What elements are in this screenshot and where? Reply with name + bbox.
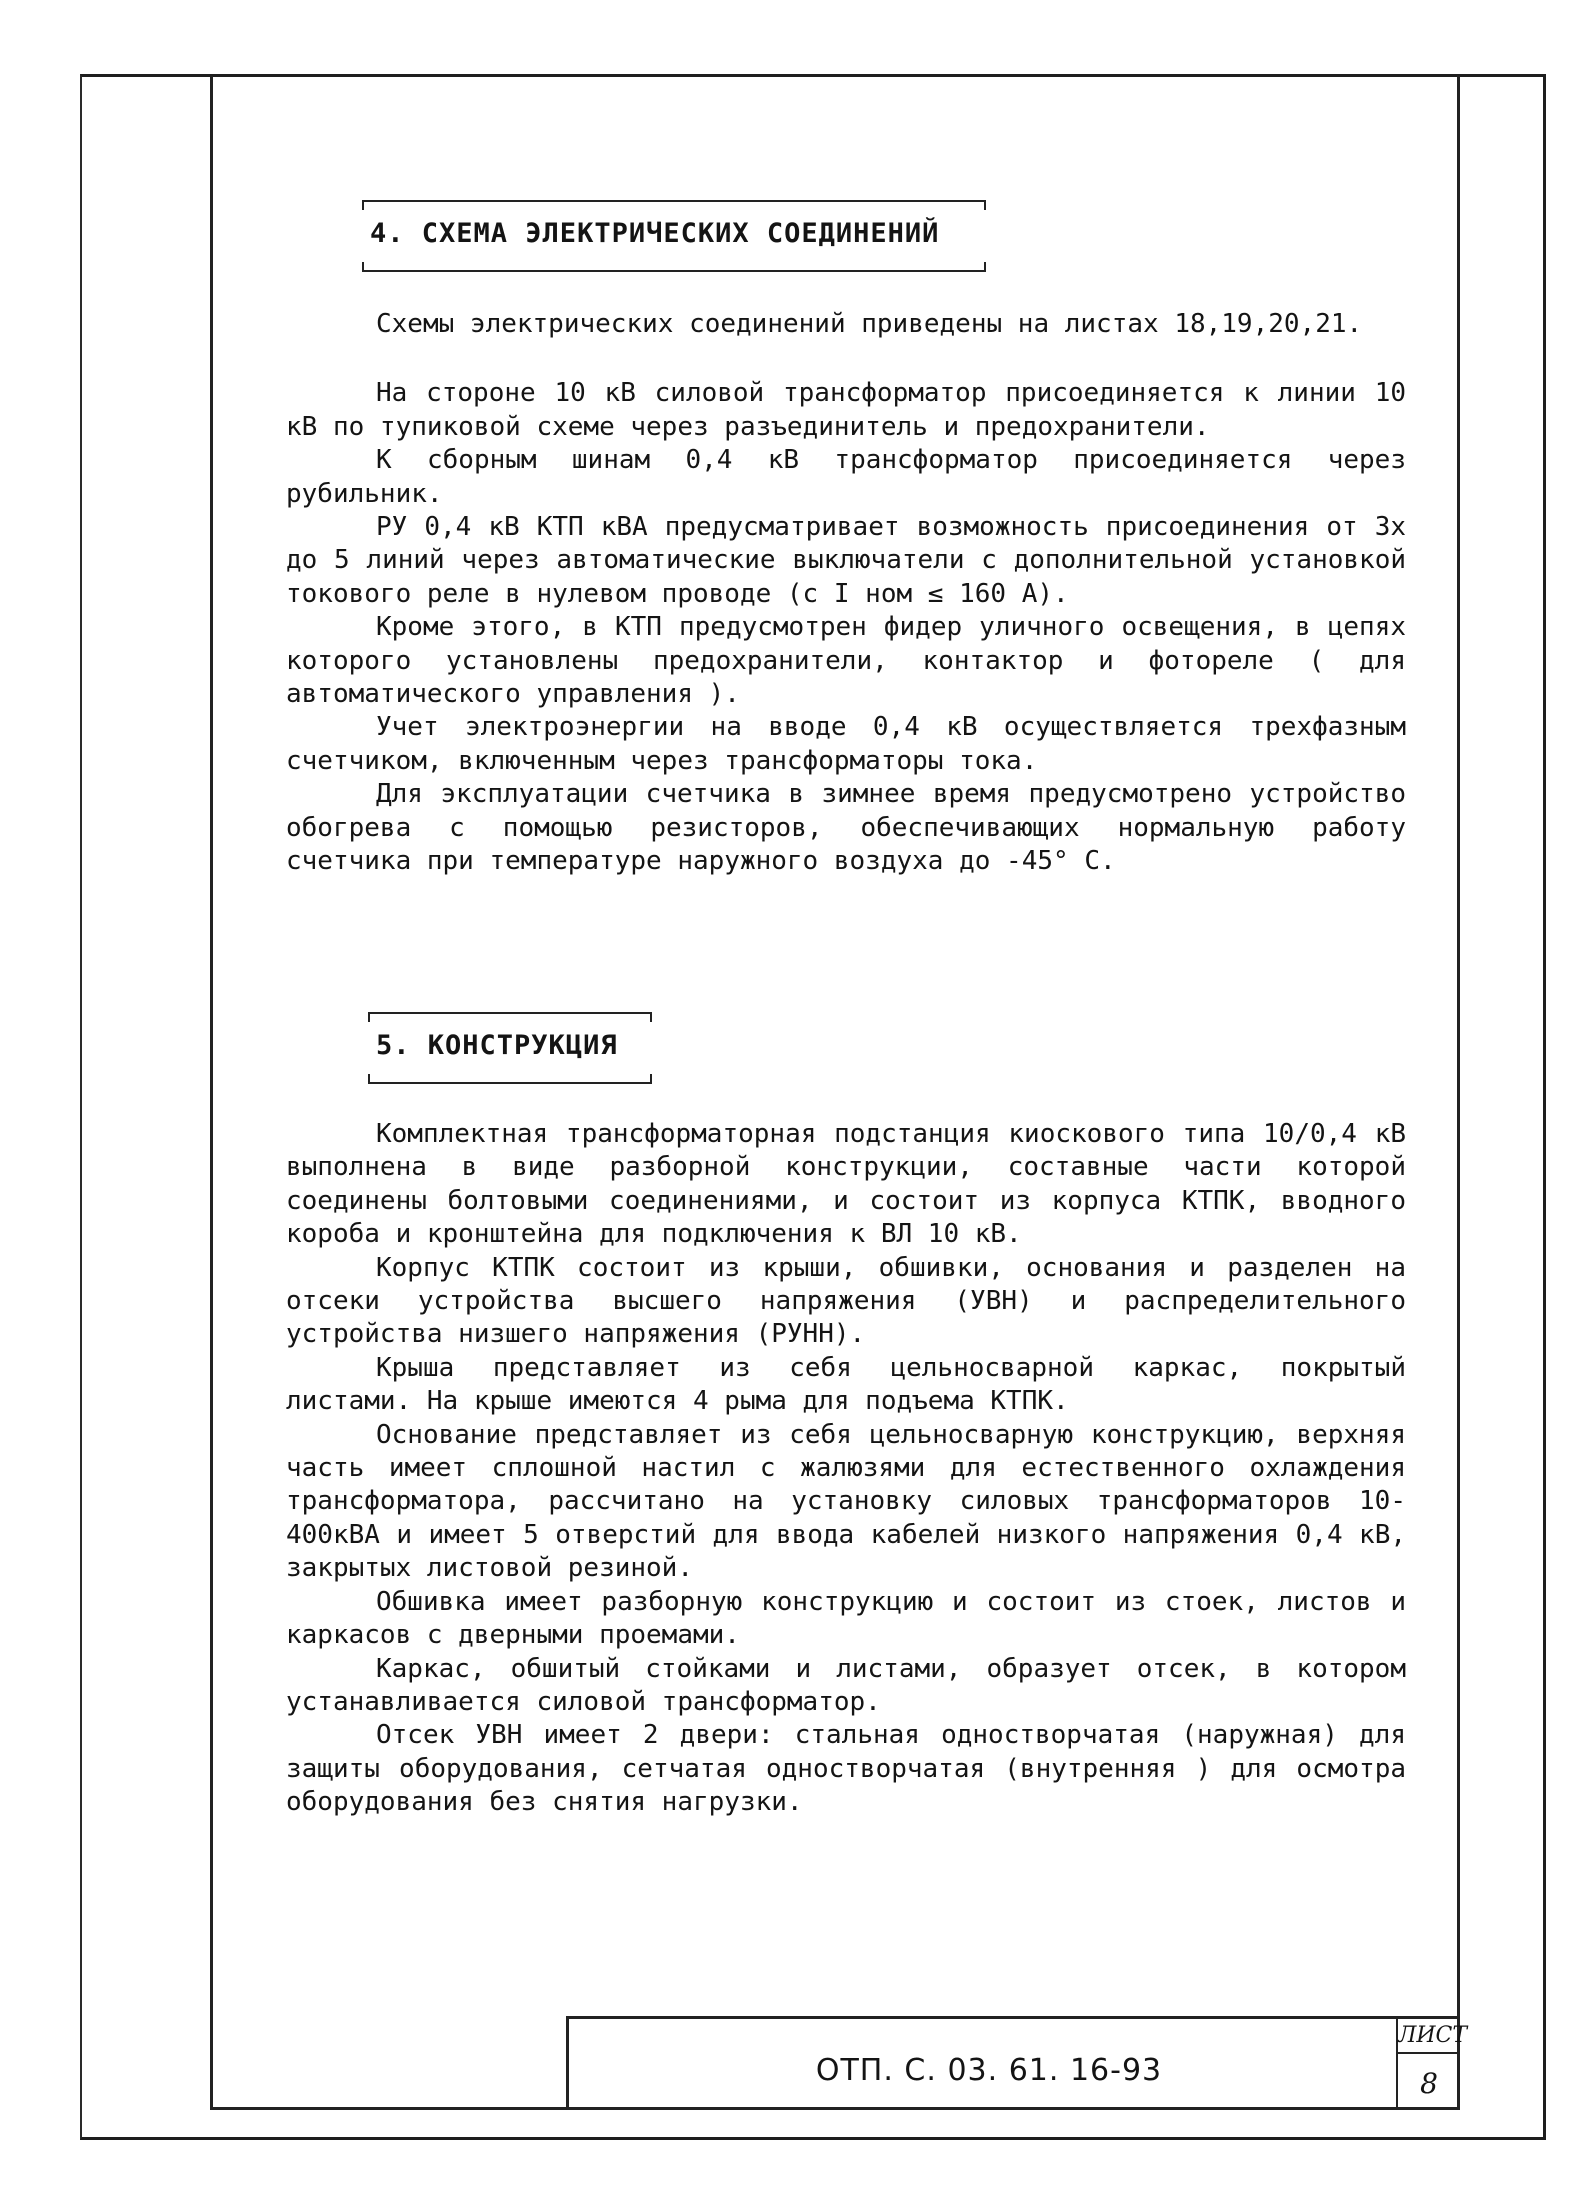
paragraph: Отсек УВН имеет 2 двери: стальная одностворчатая (наружная) для защиты оборудования, сетчатая одностворчатая (внутренняя ) для осмотра оборудования без снятия нагрузки. (286, 1720, 1406, 1818)
paragraph: Учет электроэнергии на вводе 0,4 кВ осуществляется трехфазным счетчиком, включенным через трансформаторы тока. (286, 712, 1406, 776)
paragraph: Каркас, обшитый стойками и листами, образует отсек, в котором устанавливается силовой трансформатор. (286, 1653, 1406, 1717)
paragraph: Для эксплуатации счетчика в зимнее время предусмотрено устройство обогрева с помощью резисторов, обеспечивающих нормальную работу счетчика при температуре наружного воздуха до -45° С. (286, 779, 1406, 877)
title-block (566, 2016, 1468, 2110)
section-4-heading (362, 200, 986, 272)
sheet-number: 8 (1420, 2067, 1438, 2100)
sheet-cell (1396, 2019, 1468, 2110)
section-4-body (286, 308, 1406, 879)
paragraph: Схемы электрических соединений приведены на листах 18,19,20,21. (376, 309, 1363, 339)
paragraph: РУ 0,4 кВ КТП кВА предусматривает возможность присоединения от 3х до 5 линий через автоматические выключатели с дополнительной установкой токового реле в нулевом проводе (с I ном ≤ 160 А). (286, 512, 1406, 609)
paragraph: На стороне 10 кВ силовой трансформатор присоединяется к линии 10 кВ по тупиковой схеме через разъединитель и предохранители. (286, 378, 1406, 442)
paragraph: Кроме этого, в КТП предусмотрен фидер уличного освещения, в цепях которого установлены предохранители, контактор и фотореле ( для автоматического управления ). (286, 612, 1406, 710)
section-5-body (286, 1118, 1406, 1820)
section-5-title: 5. КОНСТРУКЦИЯ (376, 1030, 618, 1061)
section-4-title: 4. СХЕМА ЭЛЕКТРИЧЕСКИХ СОЕДИНЕНИЙ (370, 218, 940, 249)
sheet-label: ЛИСТ (1398, 2023, 1460, 2054)
paragraph: Крыша представляет из себя цельносварной каркас, покрытый листами. На крыше имеются 4 рыма для подъема КТПК. (286, 1352, 1406, 1417)
section-5-heading (368, 1012, 652, 1084)
paragraph: Основание представляет из себя цельносварную конструкцию, верхняя часть имеет сплошной настил с жалюзями для естественного охлаждения трансформатора, рассчитано на установку силовых трансформаторов 10-400кВА и имеет 5 отверстий для ввода кабелей низкого напряжения 0,4 кВ, закрытых листовой резиной. (286, 1419, 1406, 1584)
paragraph: Обшивка имеет разборную конструкцию и состоит из стоек, листов и каркасов с дверными проемами. (286, 1586, 1406, 1651)
paragraph: К сборным шинам 0,4 кВ трансформатор присоединяется через рубильник. (286, 445, 1406, 509)
document-code: ОТП. С. 03. 61. 16-93 (815, 2053, 1163, 2088)
paragraph: Комплектная трансформаторная подстанция киоскового типа 10/0,4 кВ выполнена в виде разборной конструкции, составные части которой соединены болтовыми соединениями, и состоит из корпуса КТПК, вводного короба и кронштейна для подключения к ВЛ 10 кВ. (286, 1119, 1406, 1250)
paragraph: Корпус КТПК состоит из крыши, обшивки, основания и разделен на отсеки устройства высшего напряжения (УВН) и распределительного устройства низшего напряжения (РУНН). (286, 1252, 1406, 1350)
